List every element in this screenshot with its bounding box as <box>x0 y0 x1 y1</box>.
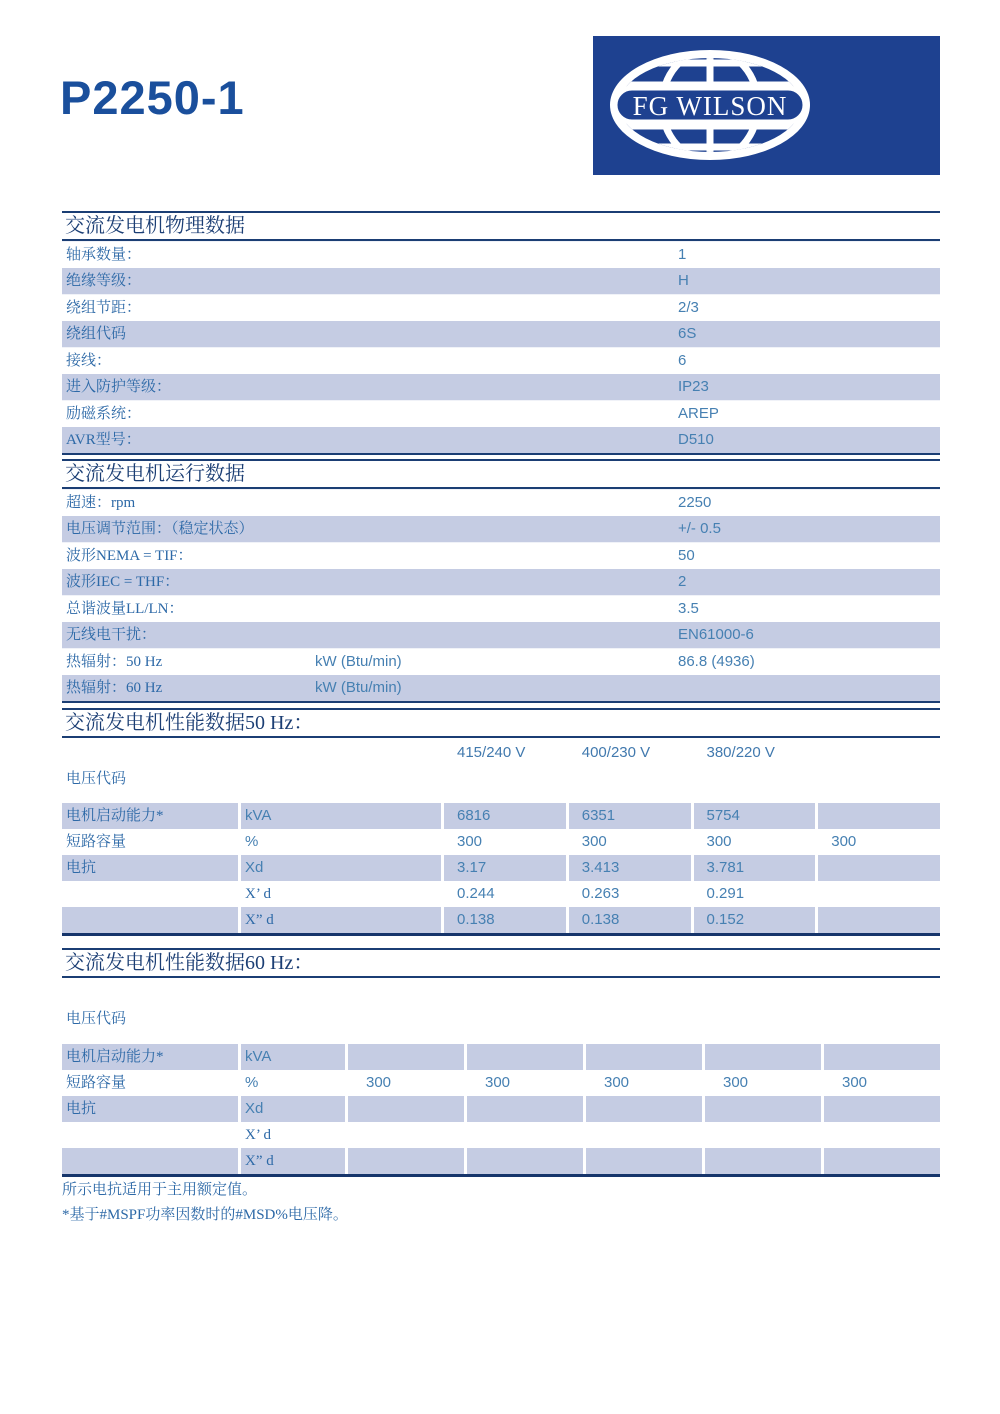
page-title: P2250-1 <box>60 71 245 124</box>
table-row <box>62 374 940 400</box>
row-label: 励磁系统： <box>66 406 142 422</box>
table-row <box>62 427 940 453</box>
footnote: *基于#MSPF功率因数时的#MSD%电压降。 <box>62 1207 348 1223</box>
section-title: 交流发电机运行数据 <box>65 463 245 485</box>
row-label: 热辐射：60 Hz <box>66 680 163 696</box>
section-performance-50hz <box>62 708 940 936</box>
row-value: 50 <box>678 547 695 564</box>
voltage-code-label: 电压代码 <box>66 1011 127 1027</box>
table-row <box>62 241 940 268</box>
section-bottom-rule <box>62 453 940 455</box>
footnotes <box>62 1178 940 1228</box>
table-row: 短路容量 % 300 300 300 300 <box>66 833 857 850</box>
row-value: 86.8 (4936) <box>678 653 755 670</box>
row-value: 1 <box>678 246 687 263</box>
row-value: D510 <box>678 431 714 448</box>
row-label: 超速：rpm <box>66 495 136 511</box>
row-value: 6 <box>678 352 687 369</box>
row-value: 2/3 <box>678 299 699 316</box>
section-bottom-rule <box>62 701 940 703</box>
voltage-header <box>705 980 821 1006</box>
table-row <box>62 268 940 294</box>
table-row: X” d 0.138 0.138 0.152 <box>62 907 940 933</box>
section-title: 交流发电机物理数据 <box>65 215 245 237</box>
table-row: 短路容量 % 300 300 300 300 300 <box>66 1074 868 1091</box>
row-value: 3.5 <box>678 600 699 617</box>
row-unit: kW (Btu/min) <box>315 653 402 670</box>
row-label: 总谐波量LL/LN： <box>66 601 184 617</box>
voltage-header: 415/240 V <box>457 744 526 761</box>
voltage-header-row <box>62 740 940 766</box>
row-value: 6S <box>678 325 697 342</box>
row-label: 进入防护等级： <box>66 379 172 395</box>
section-performance-60hz <box>62 948 940 1177</box>
table-row <box>62 400 940 427</box>
logo-text: FG WILSON <box>632 91 788 121</box>
row-value: 2 <box>678 573 687 590</box>
table-row: 电机启动能力* kVA <box>62 1044 940 1070</box>
voltage-header <box>818 740 940 766</box>
table-row <box>62 648 940 675</box>
row-label: 热辐射：50 Hz <box>66 654 163 670</box>
section-bottom-rule <box>62 1174 940 1177</box>
voltage-code-row <box>62 1006 940 1032</box>
row-label: 轴承数量： <box>66 247 142 263</box>
performance-table-60hz <box>62 1044 940 1177</box>
row-unit: kW (Btu/min) <box>315 679 402 696</box>
table-row <box>62 294 940 321</box>
table-row: 电抗 Xd <box>62 1096 940 1122</box>
voltage-header <box>586 980 702 1006</box>
row-value: AREP <box>678 405 719 422</box>
table-row <box>62 516 940 542</box>
footnote: 所示电抗适用于主用额定值。 <box>62 1182 258 1198</box>
row-label: 电压调节范围：（稳定状态） <box>66 521 254 537</box>
voltage-header: 380/220 V <box>706 744 775 761</box>
globe-icon <box>593 36 940 175</box>
row-value: IP23 <box>678 378 709 395</box>
voltage-header-row <box>62 980 940 1006</box>
row-label: 绕组代码 <box>66 326 127 342</box>
table-row: X” d <box>62 1148 940 1174</box>
voltage-header: 400/230 V <box>581 744 651 761</box>
section-physical-data <box>62 211 940 455</box>
voltage-header <box>348 980 464 1006</box>
voltage-code-row <box>62 766 940 792</box>
table-row: X’ d 0.244 0.263 0.291 <box>245 885 745 902</box>
row-value: 2250 <box>678 494 712 511</box>
row-value: +/- 0.5 <box>678 520 721 537</box>
table-row <box>62 622 940 648</box>
row-label: 接线： <box>66 353 112 369</box>
voltage-header <box>467 980 583 1006</box>
fg-wilson-logo <box>593 36 940 175</box>
voltage-header <box>824 980 940 1006</box>
row-label: AVR型号： <box>66 432 141 448</box>
row-value: H <box>678 272 689 289</box>
table-row <box>62 595 940 622</box>
table-row: 电抗 Xd 3.17 3.413 3.781 <box>62 855 940 881</box>
row-value: EN61000-6 <box>678 626 754 643</box>
section-operation-data <box>62 459 940 703</box>
row-label: 波形NEMA = TIF： <box>66 548 193 564</box>
table-row <box>62 542 940 569</box>
section-title: 交流发电机性能数据60 Hz： <box>65 952 314 974</box>
row-label: 绕组节距： <box>66 300 142 316</box>
table-row <box>62 347 940 374</box>
row-label: 无线电干扰： <box>66 627 157 643</box>
table-row: X’ d <box>245 1127 271 1143</box>
section-bottom-rule <box>62 933 940 936</box>
section-title: 交流发电机性能数据50 Hz： <box>65 712 314 734</box>
voltage-code-label: 电压代码 <box>66 771 127 787</box>
table-row <box>62 675 940 701</box>
performance-table-50hz <box>62 803 940 936</box>
table-row <box>62 489 940 516</box>
row-label: 波形IEC = THF： <box>66 574 180 590</box>
table-row <box>62 321 940 347</box>
table-row: 电机启动能力* kVA 6816 6351 5754 <box>62 803 940 829</box>
table-row <box>62 569 940 595</box>
row-label: 绝缘等级： <box>66 273 142 289</box>
